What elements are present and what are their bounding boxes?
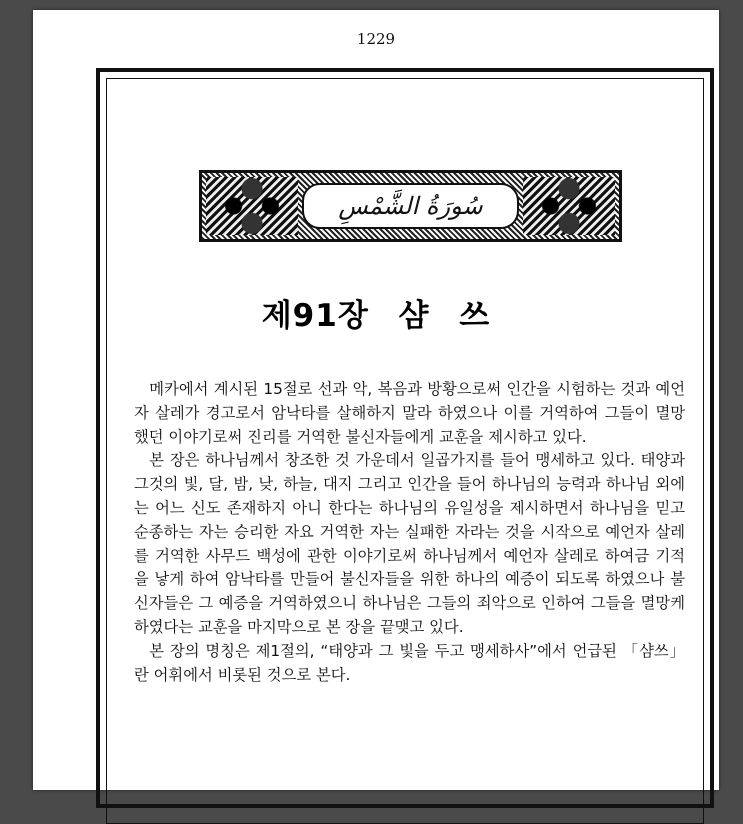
- body-text: [134, 378, 685, 687]
- paragraph: 메카에서 계시된 15절로 선과 악, 복음과 방황으로써 인간을 시험하는 것과 예언자 살레가 경고로서 암낙타를 살해하지 말라 하였으나 이를 거역하여 그들이 멸망했던 이야기로써 진리를 거역한 불신자들에게 교훈을 제시하고 있다.: [134, 380, 685, 446]
- surah-cartouche: [302, 183, 519, 229]
- paragraph: 본 장은 하나님께서 창조한 것 가운데서 일곱가지를 들어 맹세하고 있다. 태양과 그것의 빛, 달, 밤, 낮, 하늘, 대지 그리고 인간을 들어 하나님의 능력과 하나님 외에는 어느 신도 존재하지 아니 한다는 하나님의 유일성을 제시하면서 하나님을 믿고 순종하는 자는 승리한 자요 거역한 자는 실패한 자라는 것을 시작으로 예언자 살레를 거역한 사무드 백성에 관한 이야기로써 하나님께서 예언자 살레로 하여금 기적을 낳게 하여 암낙타를 만들어 불신자들을 위한 하나의 예증이 되도록 하였으나 불신자들은 그 예증을 거역하였으니 하나님은 그들의 죄악으로 인하여 그들을 멸망케 하였다는 교훈을 마지막으로 본 장을 끝맺고 있다.: [134, 451, 685, 636]
- surah-header-ornament: [199, 170, 622, 242]
- page-number: 1229: [356, 30, 396, 48]
- paragraph: 본 장의 명칭은 제1절의, “태양과 그 빛을 두고 맹세하사”에서 언급된 「샴쓰」란 어휘에서 비롯된 것으로 본다.: [134, 641, 685, 684]
- ornament-left-icon: [206, 177, 298, 235]
- chapter-title: 제91장 샴 쓰: [261, 298, 491, 334]
- ornament-right-icon: [523, 177, 615, 235]
- document-page: [33, 10, 719, 790]
- arabic-surah-title: سُورَةُ الشَّمْسِ: [338, 192, 483, 220]
